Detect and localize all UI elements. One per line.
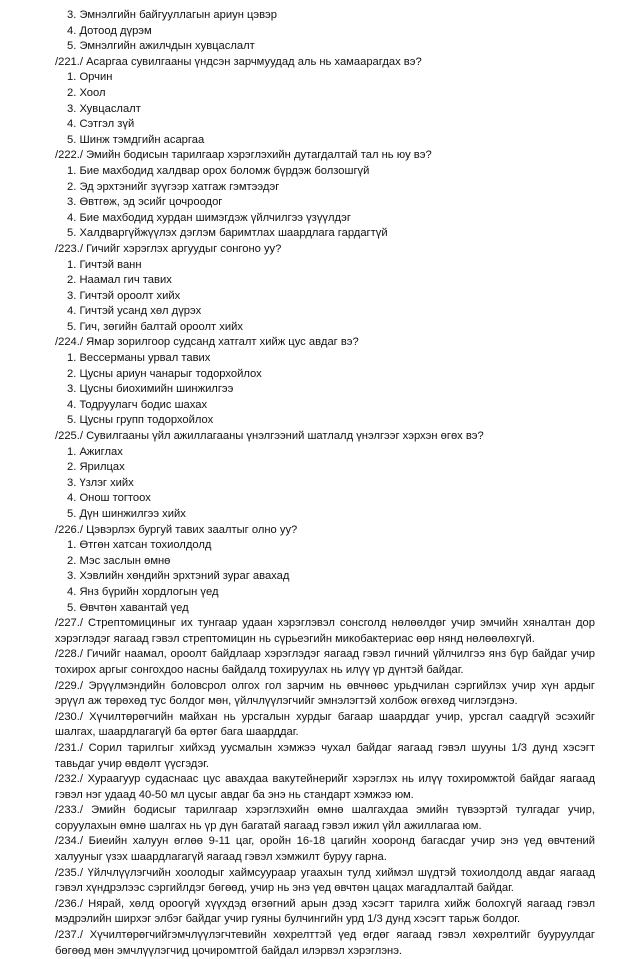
option: 5. Өвчтөн хавантай үед (67, 601, 189, 614)
option: 3. Хэвлийн хөндийн эрхтэний зураг авахад (67, 570, 290, 583)
question-224: /224./ Ямар зорилгоор судсанд хатгалт хийж цус авдаг вэ? (55, 336, 359, 349)
statement-232: /232./ Хураагуур судаснаас цус авахдаа вакутейнерийг хэрэглэх нь илүү тохиромжтой байдаг яагаад гэвэл нэг удаад 40-50 мл цусыг авдаг ба энэ нь стандарт хэмжээ юм. (55, 773, 595, 801)
option: 4. Сэтгэл зүй (67, 118, 135, 131)
option: 2. Хоол (67, 86, 106, 99)
option: 5. Шинж тэмдгийн асаргаа (67, 133, 205, 146)
question-223: /223./ Гичийг хэрэглэх аргуудыг сонгоно уу? (55, 242, 282, 255)
option: 3. Үзлэг хийх (67, 476, 134, 489)
option: 1. Вессерманы урвал тавих (67, 352, 211, 365)
statement-236: /236./ Нярай, хөлд ороогүй хүүхдэд өгзөгний арын дээд хэсэгт тарилга хийж болохгүй яагаад гэвэл мэдрэлийн ширхэг элбэг байдаг учир гуяны булчингийн урд 1/3 дунд хэсэгт тарьж болдог. (55, 897, 595, 926)
option: 4. Гичтэй усанд хөл дүрэх (67, 305, 202, 318)
option: 1. Ажиглах (67, 445, 123, 458)
option: 2. Мэс заслын өмнө (67, 554, 171, 567)
option: 1. Бие махбодид халдвар орох боломж бүрдэж болзошгүй (67, 164, 370, 177)
option: 2. Цусны ариун чанарыг тодорхойлох (67, 367, 262, 380)
option: 4. Тодруулагч бодис шахах (67, 398, 208, 411)
option: 4. Бие махбодид хурдан шимэгдэж үйлчилгээ үзүүлдэг (67, 211, 351, 224)
question-221: /221./ Асаргаа сувилгааны үндсэн зарчмуудад аль нь хамаарагдах вэ? (55, 55, 422, 68)
option: 5. Гич, зөгийн балтай ороолт хийх (67, 320, 243, 333)
question-222: /222./ Эмийн бодисын тарилгаар хэрэглэхийн дутагдалтай тал нь юу вэ? (55, 149, 432, 162)
statement-230: /230./ Хүчилтөрөгчийн майхан нь урсгалын хурдыг багаар шаарддаг учир, урсгал саадгүй эсэхийг шалгах, шаардлагагүй ба өртөг бага шаарддаг. (55, 710, 595, 739)
option: 5. Эмнэлгийн ажилчдын хувцаслалт (67, 40, 255, 53)
statement-231: /231./ Сорил тарилгыг хийхэд уусмалын хэмжээ чухал байдаг яагаад гэвэл шууны 1/3 дунд хэсэгт тавьдаг учир өвдөлт үүсгэдэг. (55, 741, 595, 770)
option: 3. Өвтгөж, эд эсийг цочроодог (67, 196, 223, 209)
option: 2. Ярилцах (67, 461, 125, 474)
statement-233: /233./ Эмийн бодисыг тарилгаар хэрэглэхийн өмнө шалгахдаа эмийн түвээртэй тулгадаг учир, соруулахын өмнө шалгах нь үр дүн багатай яагаад гэвэл ижил үйл ажиллагаа юм. (55, 804, 595, 832)
option: 4. Янз бүрийн хордлогын үед (67, 585, 219, 598)
question-226: /226./ Цэвэрлэх бургуй тавих заалтыг олно уу? (55, 523, 298, 536)
statement-234: /234./ Биеийн халуун өглөө 9-11 цаг, оройн 16-18 цагийн хооронд багасдаг учир энэ үед өвчтений халууныг үзэх шаардлагагүй яагаад гэвэл хэмжилт буруу гарна. (55, 835, 595, 864)
option: 5. Халдваргүйжүүлэх дэглэм баримтлах шаардлага гардагтүй (67, 227, 388, 240)
option: 2. Эд эрхтэнийг зүүгээр хатгаж гэмтээдэг (67, 180, 280, 193)
statement-228: /228./ Гичийг наамал, ороолт байдлаар хэрэглэдэг яагаад гэвэл гичний үйлчилгээ янз бүр байдаг учир тохирох аргыг сонгохдоо насны байдалд тохируулах нь илүү үр дүнтэй байдаг. (55, 648, 595, 676)
option: 3. Цусны биохимийн шинжилгээ (67, 383, 234, 396)
option: 3. Гичтэй ороолт хийх (67, 289, 181, 302)
statement-227: /227./ Стрептомициныг их тунгаар удаан хэрэглэвэл сонсголд нөлөөлдөг учир эмчийн хяналтан дор хэрэглэдэг яагаад гэвэл стрептомицин нь сүрьеэгийн микобактериас өөр нянд нөлөөлөхгүй. (55, 617, 595, 645)
option: 4. Дотоод дүрэм (67, 24, 152, 37)
option: 1. Гичтэй ванн (67, 258, 142, 271)
option: 5. Цусны групп тодорхойлох (67, 414, 214, 427)
statement-237: /237./ Хүчилтөрөгчийгэмчлүүлэгчтевийн хөхрелттэй үед өгдөг яагаад гэвэл хөхрөлтийг бууруулдаг бөгөөд мөн эмчлүүлэгчид цочиромтгой байдал илэрвэл хэрэглэнэ. (55, 929, 595, 957)
option: 3. Эмнэлгийн байгууллагын ариун цэвэр (67, 9, 277, 21)
option: 1. Орчин (67, 71, 113, 84)
option: 3. Хувцаслалт (67, 102, 141, 115)
option: 5. Дүн шинжилгээ хийх (67, 508, 186, 520)
option: 4. Онош тогтоох (67, 492, 151, 505)
document-page (55, 8, 595, 959)
statement-235: /235./ Үйлчлүүлэгчийн хоолодыг хаймсуураар угаахын тулд хиймэл шүдтэй тохиолдолд авдаг яагаад гэвэл хүндрэлээс сэргийлдэг бөгөөд, учир нь энэ үед өвчтөн цацах магадлалтай байдаг. (55, 866, 595, 895)
option: 1. Өтгөн хатсан тохиолдолд (67, 539, 212, 552)
statement-229: /229./ Эрүүлмэндийн боловсрол олгох гол зарчим нь өвчнөөс урьдчилан сэргийлэх учир хүн ардыг эрүүл аж төрөхөд тус болдог мөн, үйлчлүүлэгчийг эмнэлэгтэй холбож өгөхөд чиглэгдэнэ. (55, 679, 595, 708)
question-225: /225./ Сувилгааны үйл ажиллагааны үнэлгээний шатлалд үнэлгээг хэрхэн өгөх вэ? (55, 430, 484, 443)
option: 2. Наамал гич тавих (67, 274, 172, 287)
